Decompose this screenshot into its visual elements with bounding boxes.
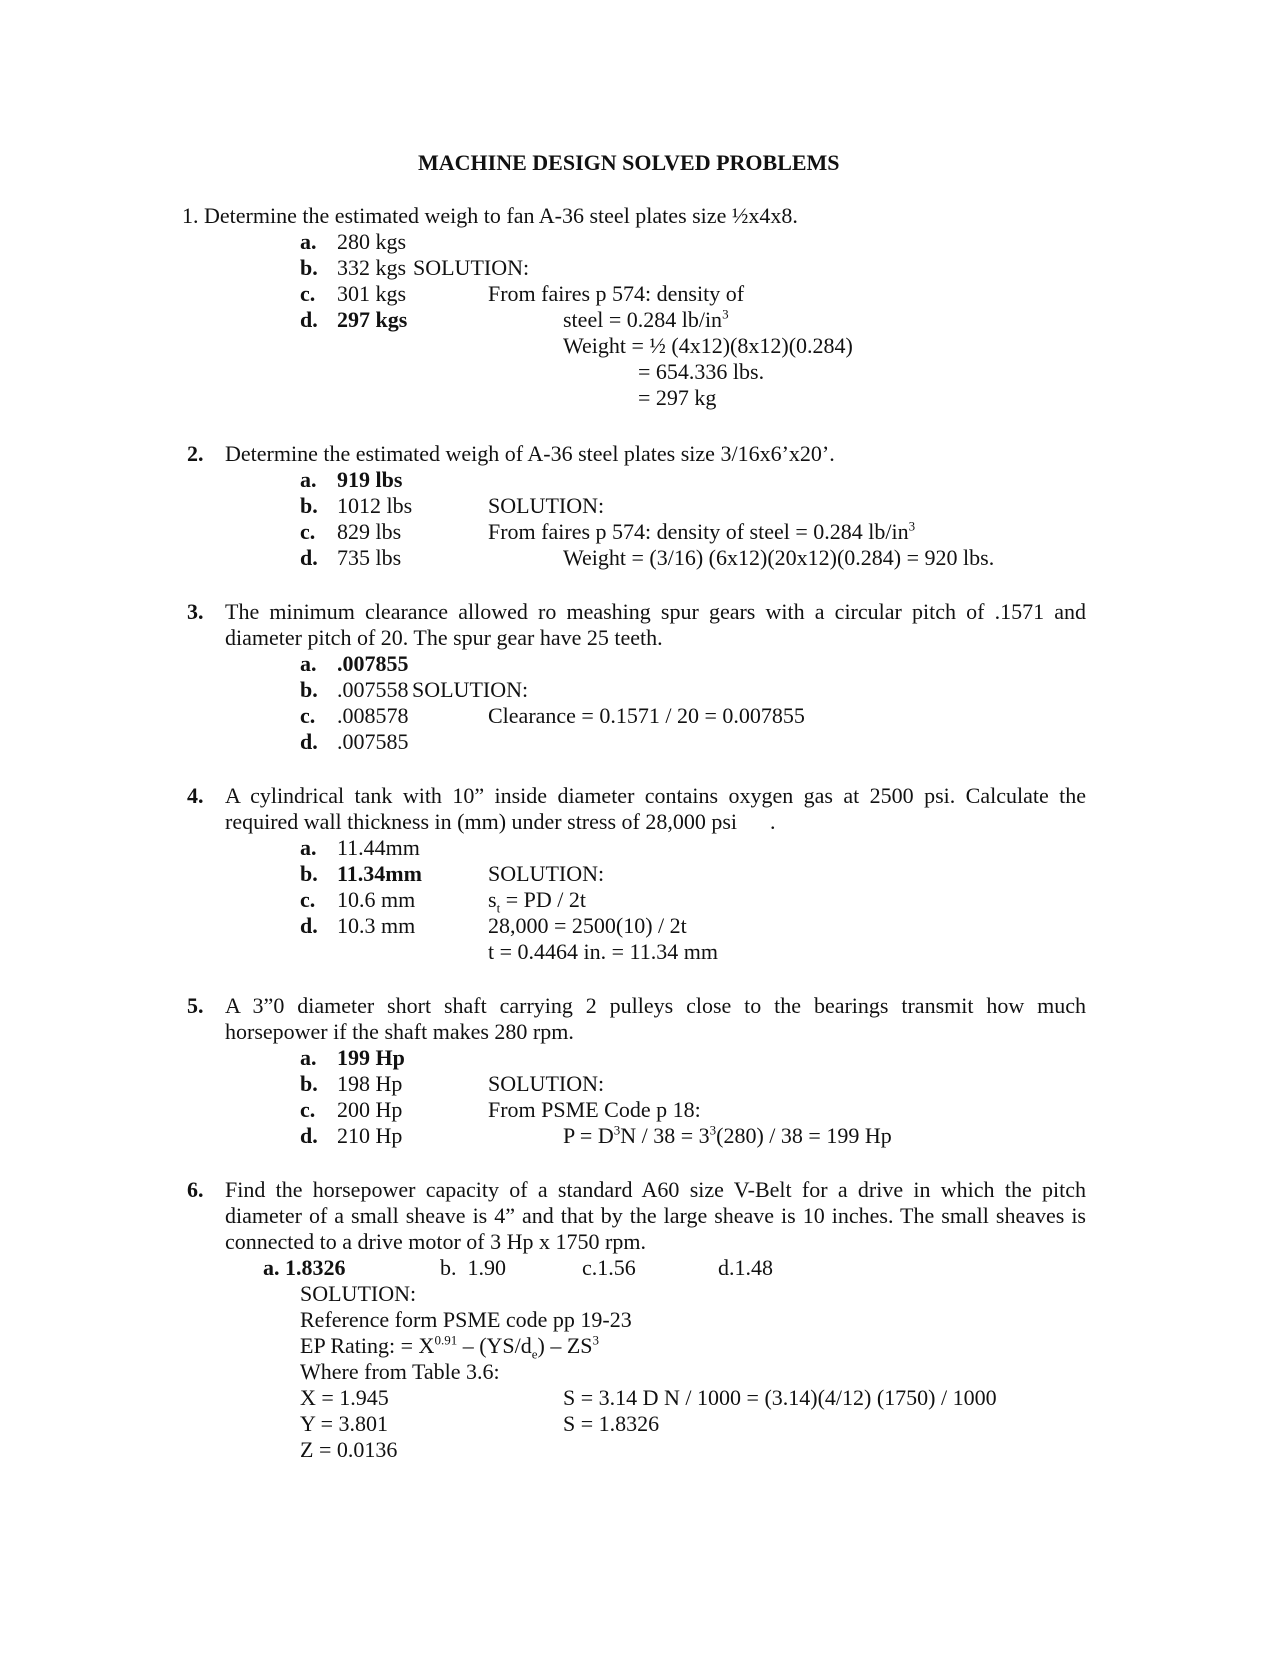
p2-solution-label: SOLUTION: bbox=[488, 493, 605, 518]
p4-choice-a: 11.44mm bbox=[337, 835, 420, 860]
p4-choice-c: 10.6 mm bbox=[337, 887, 416, 912]
p2-choice-b-letter: b. bbox=[300, 493, 318, 518]
p4-choice-d: 10.3 mm bbox=[337, 913, 416, 938]
p4-solution-line: t = 0.4464 in. = 11.34 mm bbox=[488, 939, 718, 964]
p6-s-formula: S = 3.14 D N / 1000 = (3.14)(4/12) (1750) / 1000 bbox=[563, 1385, 997, 1410]
p2-solution-line: From faires p 574: density of steel = 0.284 $lb/in^3$ bbox=[488, 518, 916, 544]
p3-solution-line: Clearance = 0.1571 / 20 = 0.007855 bbox=[488, 703, 805, 728]
p2-choice-c: 829 lbs bbox=[337, 519, 402, 544]
page-title: MACHINE DESIGN SOLVED PROBLEMS bbox=[418, 150, 840, 175]
p6-s-value: S = 1.8326 bbox=[563, 1411, 660, 1436]
p1-choice-c: 301 kgs bbox=[337, 281, 407, 306]
p6-solution-label: SOLUTION: bbox=[300, 1281, 417, 1306]
p6-choice-d: d.1.48 bbox=[718, 1255, 773, 1280]
p5-choice-d-letter: d. bbox=[300, 1123, 318, 1148]
p2-choice-a-answer: 919 lbs bbox=[337, 467, 403, 492]
p1-choice-a: 280 kgs bbox=[337, 229, 407, 254]
p4-choice-c-letter: c. bbox=[300, 887, 316, 912]
p5-choice-b-letter: b. bbox=[300, 1071, 318, 1096]
p5-solution-line: From PSME Code p 18: bbox=[488, 1097, 701, 1122]
p3-choice-d-letter: d. bbox=[300, 729, 318, 754]
p1-solution-line: steel = 0.284 $lb/in^3$ bbox=[563, 306, 729, 332]
p4-choice-b-answer: 11.34mm bbox=[337, 861, 422, 886]
p5-choice-a-letter: a. bbox=[300, 1045, 317, 1070]
p3-solution-label: SOLUTION: bbox=[412, 677, 529, 702]
p5-solution-line: $P = D^3N / 38 = 3^3(280) / 38 = 199$ Hp bbox=[563, 1122, 892, 1148]
p1-solution-line: = 297 kg bbox=[638, 385, 717, 410]
p6-reference: Reference form PSME code pp 19-23 bbox=[300, 1307, 632, 1332]
p3-choice-a-letter: a. bbox=[300, 651, 317, 676]
p2-choice-b: 1012 lbs bbox=[337, 493, 413, 518]
problem-6-question: Find the horsepower capacity of a standard A60 size V-Belt for a drive in which the pitch diameter of a small sheave is 4” and that by the large sheave is 10 inches. The small sheaves is connected to a drive motor of 3 Hp x 1750 rpm. bbox=[225, 1177, 1086, 1254]
p1-choice-a-letter: a. bbox=[300, 229, 317, 254]
problem-3-question: The minimum clearance allowed ro meashing spur gears with a circular pitch of .1571 and diameter pitch of 20. The spur gear have 25 teeth. bbox=[225, 599, 1086, 650]
p4-choice-a-letter: a. bbox=[300, 835, 317, 860]
p6-choice-b: b. 1.90 bbox=[440, 1255, 506, 1280]
p5-solution-label: SOLUTION: bbox=[488, 1071, 605, 1096]
p1-choice-b-letter: b. bbox=[300, 255, 318, 280]
p1-solution-line: From faires p 574: density of bbox=[488, 281, 745, 306]
p1-choice-d-answer: 297 kgs bbox=[337, 307, 408, 332]
p5-choice-a-answer: 199 Hp bbox=[337, 1045, 405, 1070]
p4-choice-d-letter: d. bbox=[300, 913, 318, 938]
p6-choice-a-answer: a. 1.8326 bbox=[263, 1255, 346, 1280]
p2-choice-d-letter: d. bbox=[300, 545, 318, 570]
p3-choice-c: .008578 bbox=[337, 703, 409, 728]
p1-solution-line: Weight = ½ (4x12)(8x12)(0.284) bbox=[563, 333, 853, 358]
p4-solution-line: 28,000 = 2500(10) / 2t bbox=[488, 913, 687, 938]
problem-4-number: 4. bbox=[187, 783, 204, 808]
p3-choice-c-letter: c. bbox=[300, 703, 316, 728]
p6-x-value: X = 1.945 bbox=[300, 1385, 389, 1410]
problem-6-number: 6. bbox=[187, 1177, 204, 1202]
p1-solution-label: SOLUTION: bbox=[413, 255, 530, 280]
p2-choice-a-letter: a. bbox=[300, 467, 317, 492]
problem-2-number: 2. bbox=[187, 441, 204, 466]
problem-4-question: A cylindrical tank with 10” inside diameter contains oxygen gas at 2500 psi. Calculate the required wall thickness in (mm) under stress of 28,000 psi . bbox=[225, 783, 1092, 834]
p3-choice-b-letter: b. bbox=[300, 677, 318, 702]
p3-choice-b: .007558 bbox=[337, 677, 409, 702]
p4-choice-b-letter: b. bbox=[300, 861, 318, 886]
p4-solution-line: $s_t$ = PD / 2t bbox=[488, 887, 586, 916]
p6-ep-rating: EP Rating: = $X^{0.91} - (YS/d_e) - ZS^3$ bbox=[300, 1332, 600, 1362]
p2-choice-c-letter: c. bbox=[300, 519, 316, 544]
p3-choice-d: .007585 bbox=[337, 729, 409, 754]
p1-choice-b: 332 kgs bbox=[337, 255, 407, 280]
p1-choice-d-letter: d. bbox=[300, 307, 318, 332]
problem-5-number: 5. bbox=[187, 993, 204, 1018]
p5-choice-c-letter: c. bbox=[300, 1097, 316, 1122]
p1-choice-c-letter: c. bbox=[300, 281, 316, 306]
p5-choice-d: 210 Hp bbox=[337, 1123, 403, 1148]
p4-solution-label: SOLUTION: bbox=[488, 861, 605, 886]
p5-choice-b: 198 Hp bbox=[337, 1071, 403, 1096]
p6-choice-c: c.1.56 bbox=[582, 1255, 636, 1280]
problem-2-question: Determine the estimated weigh of A-36 steel plates size 3/16x6’x20’. bbox=[225, 441, 835, 466]
p2-solution-line: Weight = (3/16) (6x12)(20x12)(0.284) = 920 lbs. bbox=[563, 545, 995, 570]
p3-choice-a-answer: .007855 bbox=[337, 651, 409, 676]
p1-solution-line: = 654.336 lbs. bbox=[638, 359, 765, 384]
p6-where: Where from Table 3.6: bbox=[300, 1359, 500, 1384]
p6-z-value: Z = 0.0136 bbox=[300, 1437, 398, 1462]
p6-y-value: Y = 3.801 bbox=[300, 1411, 388, 1436]
problem-5-question: A 3”0 diameter short shaft carrying 2 pulleys close to the bearings transmit how much horsepower if the shaft makes 280 rpm. bbox=[225, 993, 1086, 1044]
problem-3-number: 3. bbox=[187, 599, 204, 624]
p5-choice-c: 200 Hp bbox=[337, 1097, 403, 1122]
p2-choice-d: 735 lbs bbox=[337, 545, 402, 570]
problem-1-question: 1. Determine the estimated weigh to fan A-36 steel plates size ½x4x8. bbox=[182, 203, 798, 228]
